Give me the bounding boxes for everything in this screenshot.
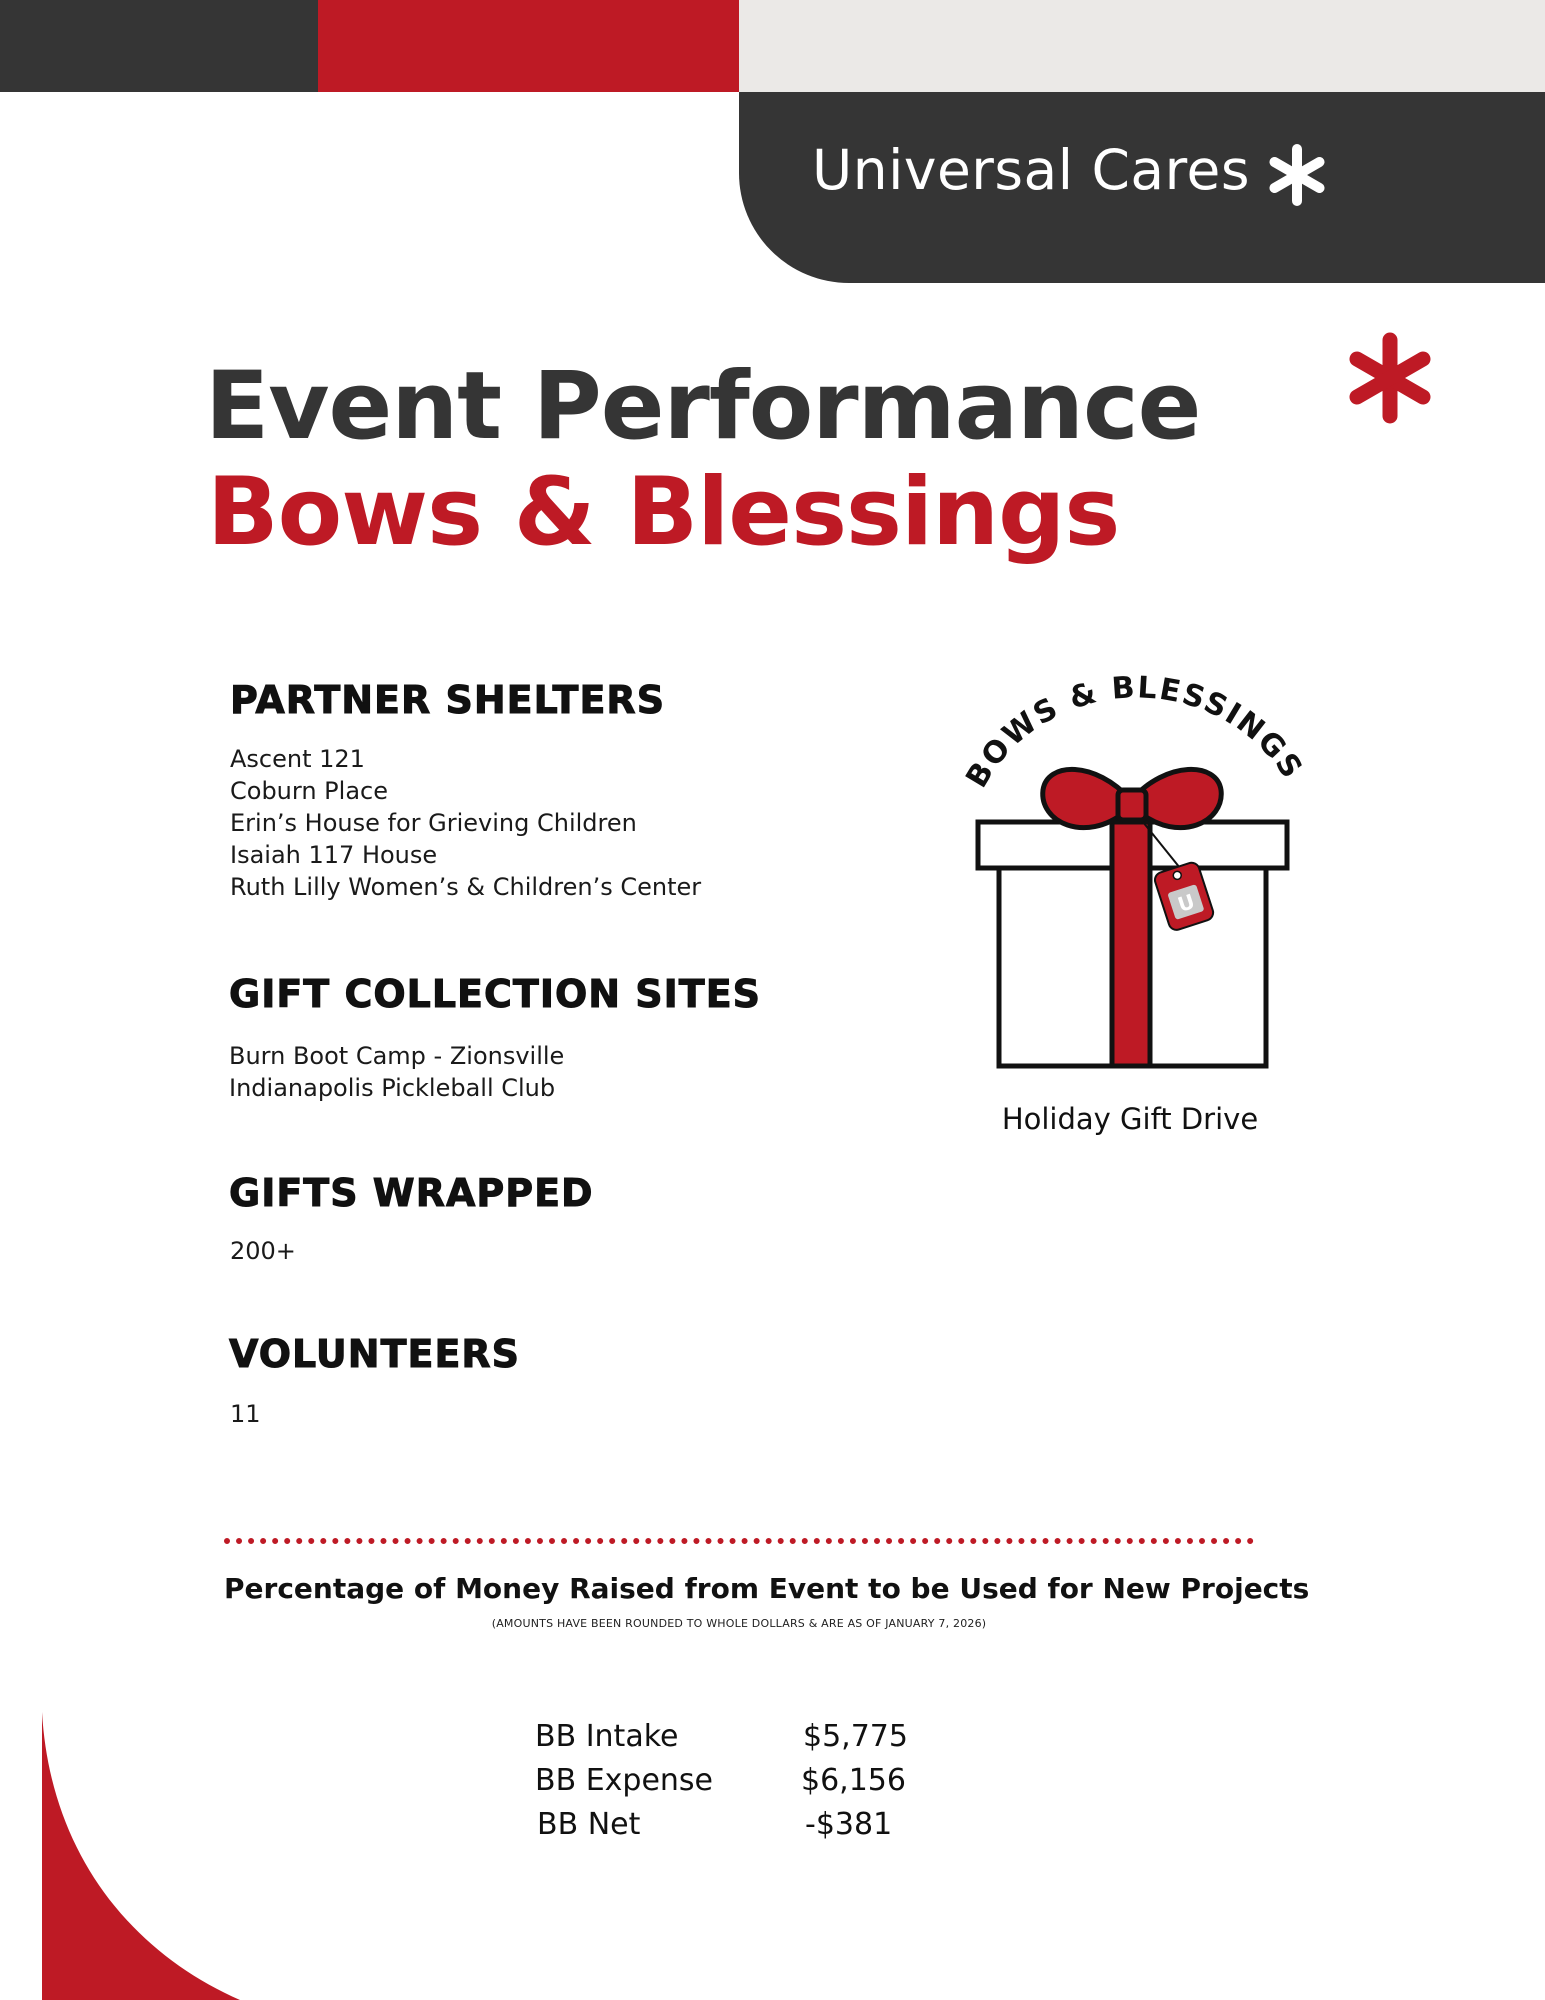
list-item: Erin’s House for Grieving Children [230, 809, 637, 837]
volunteers-heading: VOLUNTEERS [229, 1332, 521, 1376]
list-item: Indianapolis Pickleball Club [229, 1074, 556, 1102]
partner-shelters-heading: PARTNER SHELTERS [230, 678, 666, 722]
finance-label: BB Expense [535, 1763, 714, 1798]
finance-value: $6,156 [801, 1763, 906, 1798]
finance-row [535, 1807, 1035, 1851]
gifts-wrapped-value: 200+ [230, 1237, 296, 1265]
finance-row [535, 1763, 1035, 1807]
brand-name: Universal Cares [812, 138, 1251, 202]
finance-row [535, 1719, 1035, 1763]
list-item: Ascent 121 [230, 745, 365, 773]
finance-value: -$381 [805, 1807, 893, 1842]
list-item: Burn Boot Camp - Zionsville [229, 1042, 565, 1070]
bows-blessings-logo [955, 672, 1315, 1092]
finance-label: BB Net [537, 1807, 641, 1842]
page-title: Event Performance [205, 352, 1201, 461]
logo-tag-letter: U [1174, 889, 1198, 917]
event-name: Bows & Blessings [207, 458, 1120, 567]
partner-shelters-list [230, 743, 701, 903]
corner-decoration [0, 1712, 260, 2000]
list-item: Isaiah 117 House [230, 841, 438, 869]
volunteers-value: 11 [230, 1400, 261, 1428]
money-note: (AMOUNTS HAVE BEEN ROUNDED TO WHOLE DOLLARS & ARE AS OF JANUARY 7, 2026) [491, 1617, 987, 1630]
red-asterisk-icon [1344, 332, 1436, 424]
header-band-dark [0, 0, 318, 92]
finance-label: BB Intake [535, 1719, 679, 1754]
asterisk-icon [1265, 143, 1329, 207]
dotted-divider [224, 1538, 1254, 1544]
header-band-red [318, 0, 739, 92]
finance-value: $5,775 [803, 1719, 908, 1754]
gift-collection-sites-heading: GIFT COLLECTION SITES [229, 972, 762, 1016]
list-item: Coburn Place [230, 777, 388, 805]
gifts-wrapped-heading: GIFTS WRAPPED [229, 1171, 594, 1215]
header-band-light [739, 0, 1545, 92]
gift-collection-sites-list [229, 1040, 564, 1104]
logo-caption: Holiday Gift Drive [1001, 1102, 1259, 1136]
logo-arc-text: BOWS & BLESSINGS [959, 672, 1310, 794]
money-heading: Percentage of Money Raised from Event to be Used for New Projects [224, 1572, 1310, 1605]
list-item: Ruth Lilly Women’s & Children’s Center [230, 873, 702, 901]
